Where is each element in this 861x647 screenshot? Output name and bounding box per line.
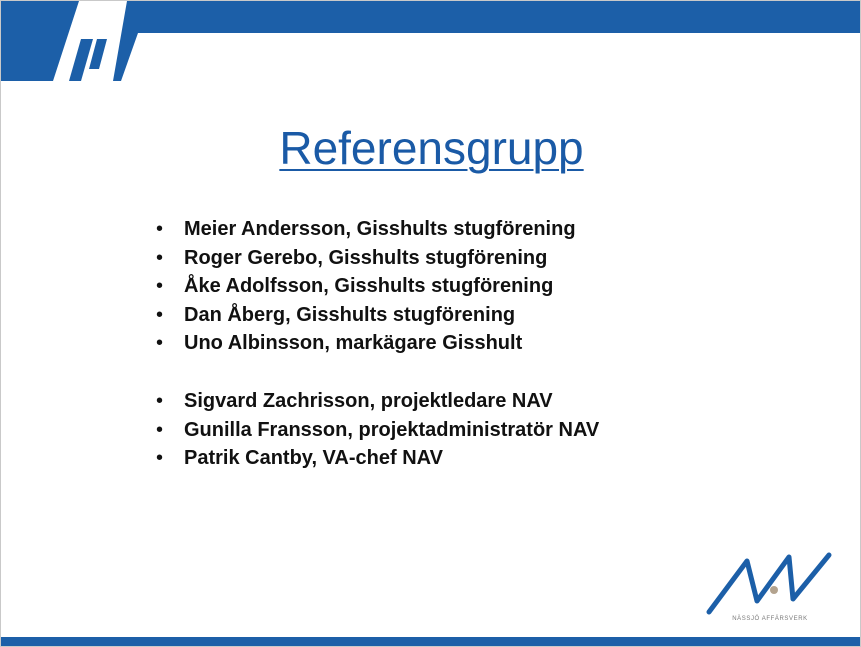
- bullet: •: [156, 447, 164, 469]
- list-item: [156, 244, 576, 273]
- bullet: •: [156, 332, 164, 354]
- slide-title: Referensgrupp: [279, 122, 584, 174]
- footer-band: [1, 637, 861, 647]
- list-item: [156, 416, 599, 445]
- logo-mark-icon: [701, 549, 836, 615]
- list-item-text: Uno Albinsson, markägare Gisshult: [184, 332, 523, 354]
- list-item: [156, 301, 576, 330]
- bullet: •: [156, 275, 164, 297]
- bullet: •: [156, 246, 164, 269]
- bullet: •: [156, 418, 164, 441]
- list-item: [156, 215, 576, 244]
- list-item-text: Gunilla Fransson, projektadministratör NAV: [184, 418, 600, 441]
- logo-dot: [770, 586, 778, 594]
- list-item-text: Åke Adolfsson, Gisshults stugförening: [184, 275, 554, 297]
- logo-text: NÄSSJÖ AFFÄRSVERK: [732, 616, 808, 622]
- bullet: •: [156, 218, 164, 240]
- list-item: [156, 272, 576, 301]
- bullet: •: [156, 303, 164, 326]
- header-logo-stroke: [69, 39, 93, 81]
- header-banner: [1, 1, 861, 81]
- reference-list-group-1: [156, 215, 576, 358]
- header-band-right: [113, 1, 861, 81]
- list-item-text: Roger Gerebo, Gisshults stugförening: [184, 246, 548, 269]
- nassjo-affarsverk-logo: [701, 549, 836, 627]
- reference-list-group-2: [156, 387, 599, 473]
- list-item-text: Sigvard Zachrisson, projektledare NAV: [184, 390, 553, 412]
- list-item-text: Meier Andersson, Gisshults stugförening: [184, 218, 576, 240]
- bullet: •: [156, 390, 164, 412]
- list-item-text: Patrik Cantby, VA-chef NAV: [184, 447, 443, 469]
- header-band-left: [1, 1, 79, 81]
- list-item: [156, 444, 599, 473]
- list-item: [156, 329, 576, 358]
- list-item-text: Dan Åberg, Gisshults stugförening: [184, 303, 516, 326]
- list-item: [156, 387, 599, 416]
